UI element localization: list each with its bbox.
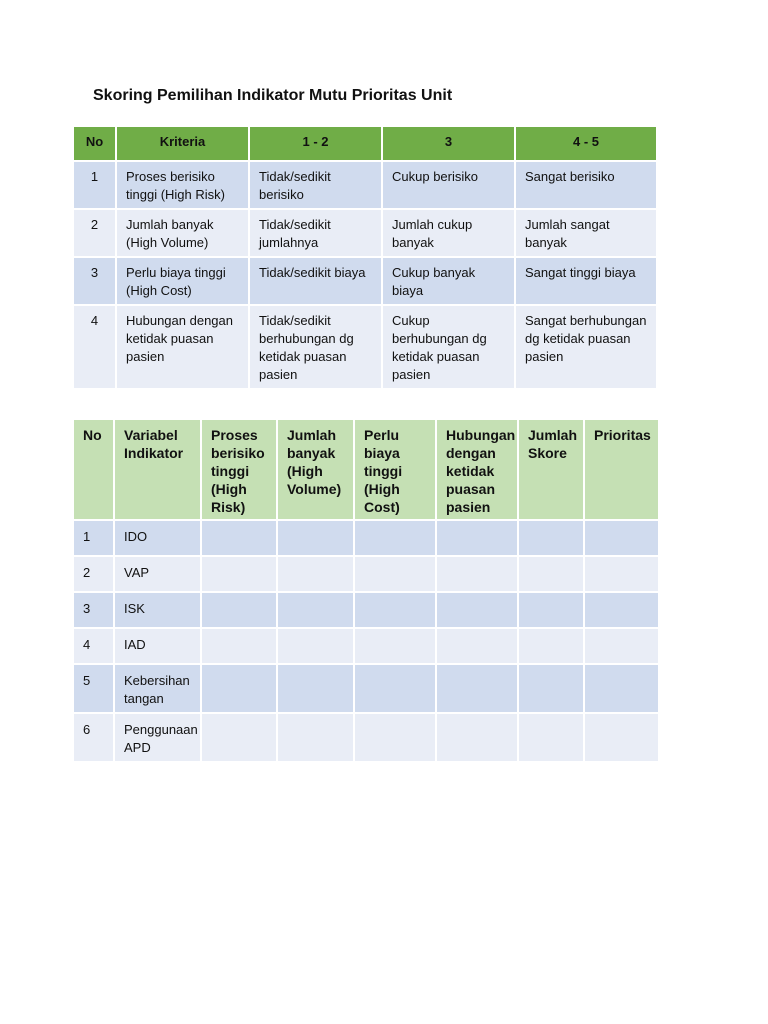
cell-jumlah-skore[interactable] [519, 593, 583, 627]
cell-high-risk[interactable] [202, 714, 276, 761]
cell-high-risk[interactable] [202, 629, 276, 663]
cell-high-cost[interactable] [355, 629, 435, 663]
cell-jumlah-skore[interactable] [519, 665, 583, 712]
cell-high-volume[interactable] [278, 521, 353, 555]
header-high-volume: Jumlah banyak (High Volume) [278, 420, 353, 519]
header-no: No [74, 420, 113, 519]
cell-high-risk[interactable] [202, 521, 276, 555]
cell-prioritas[interactable] [585, 557, 658, 591]
cell-jumlah-skore[interactable] [519, 521, 583, 555]
cell-prioritas[interactable] [585, 521, 658, 555]
indicator-priority-table [72, 418, 660, 763]
cell-no: 4 [74, 629, 113, 663]
cell-ketidak-puasan[interactable] [437, 593, 517, 627]
cell-indikator: IAD [115, 629, 200, 663]
cell-score-1-2: Tidak/sedikit jumlahnya [250, 210, 381, 256]
cell-high-cost[interactable] [355, 521, 435, 555]
header-prioritas: Prioritas [585, 420, 658, 519]
cell-indikator: Kebersihan tangan [115, 665, 200, 712]
cell-high-risk[interactable] [202, 593, 276, 627]
cell-score-3: Cukup berhubungan dg ketidak puasan pasien [383, 306, 514, 388]
cell-score-1-2: Tidak/sedikit biaya [250, 258, 381, 304]
table-row [74, 665, 658, 712]
cell-indikator: IDO [115, 521, 200, 555]
cell-high-risk[interactable] [202, 665, 276, 712]
cell-high-cost[interactable] [355, 557, 435, 591]
header-no: No [74, 127, 115, 160]
cell-prioritas[interactable] [585, 629, 658, 663]
cell-no: 3 [74, 258, 115, 304]
cell-jumlah-skore[interactable] [519, 557, 583, 591]
cell-kriteria: Jumlah banyak (High Volume) [117, 210, 248, 256]
cell-jumlah-skore[interactable] [519, 714, 583, 761]
cell-score-4-5: Sangat tinggi biaya [516, 258, 656, 304]
header-high-risk: Proses berisiko tinggi (High Risk) [202, 420, 276, 519]
cell-prioritas[interactable] [585, 593, 658, 627]
cell-no: 4 [74, 306, 115, 388]
table-row [74, 258, 656, 304]
header-score-4-5: 4 - 5 [516, 127, 656, 160]
cell-high-cost[interactable] [355, 593, 435, 627]
header-score-3: 3 [383, 127, 514, 160]
cell-score-4-5: Sangat berhubungan dg ketidak puasan pasien [516, 306, 656, 388]
cell-no: 1 [74, 521, 113, 555]
cell-jumlah-skore[interactable] [519, 629, 583, 663]
cell-indikator: Penggunaan APD [115, 714, 200, 761]
cell-indikator: ISK [115, 593, 200, 627]
cell-ketidak-puasan[interactable] [437, 629, 517, 663]
cell-ketidak-puasan[interactable] [437, 665, 517, 712]
cell-no: 2 [74, 210, 115, 256]
page-title: Skoring Pemilihan Indikator Mutu Prioritas Unit [93, 87, 453, 104]
cell-prioritas[interactable] [585, 665, 658, 712]
table-row [74, 629, 658, 663]
cell-score-3: Jumlah cukup banyak [383, 210, 514, 256]
cell-score-1-2: Tidak/sedikit berhubungan dg ketidak puasan pasien [250, 306, 381, 388]
table-header-row [74, 420, 658, 519]
table-row [74, 162, 656, 208]
table-row [74, 210, 656, 256]
cell-prioritas[interactable] [585, 714, 658, 761]
cell-high-volume[interactable] [278, 593, 353, 627]
cell-indikator: VAP [115, 557, 200, 591]
table-row [74, 714, 658, 761]
cell-high-volume[interactable] [278, 714, 353, 761]
table-header-row [74, 127, 656, 160]
cell-score-3: Cukup banyak biaya [383, 258, 514, 304]
cell-kriteria: Proses berisiko tinggi (High Risk) [117, 162, 248, 208]
cell-high-cost[interactable] [355, 714, 435, 761]
table-row [74, 593, 658, 627]
header-variabel-indikator: Variabel Indikator [115, 420, 200, 519]
cell-kriteria: Perlu biaya tinggi (High Cost) [117, 258, 248, 304]
header-jumlah-skore: Jumlah Skore [519, 420, 583, 519]
cell-score-4-5: Jumlah sangat banyak [516, 210, 656, 256]
cell-high-volume[interactable] [278, 629, 353, 663]
scoring-criteria-table [72, 125, 658, 390]
cell-ketidak-puasan[interactable] [437, 521, 517, 555]
header-kriteria: Kriteria [117, 127, 248, 160]
cell-no: 3 [74, 593, 113, 627]
cell-no: 6 [74, 714, 113, 761]
header-ketidak-puasan: Hubungan dengan ketidak puasan pasien [437, 420, 517, 519]
cell-score-4-5: Sangat berisiko [516, 162, 656, 208]
cell-ketidak-puasan[interactable] [437, 557, 517, 591]
cell-no: 1 [74, 162, 115, 208]
cell-high-cost[interactable] [355, 665, 435, 712]
cell-score-3: Cukup berisiko [383, 162, 514, 208]
cell-score-1-2: Tidak/sedikit berisiko [250, 162, 381, 208]
header-high-cost: Perlu biaya tinggi (High Cost) [355, 420, 435, 519]
cell-ketidak-puasan[interactable] [437, 714, 517, 761]
header-score-1-2: 1 - 2 [250, 127, 381, 160]
cell-kriteria: Hubungan dengan ketidak puasan pasien [117, 306, 248, 388]
table-row [74, 521, 658, 555]
cell-high-risk[interactable] [202, 557, 276, 591]
cell-high-volume[interactable] [278, 557, 353, 591]
cell-no: 2 [74, 557, 113, 591]
table-row [74, 557, 658, 591]
cell-no: 5 [74, 665, 113, 712]
table-row [74, 306, 656, 388]
cell-high-volume[interactable] [278, 665, 353, 712]
